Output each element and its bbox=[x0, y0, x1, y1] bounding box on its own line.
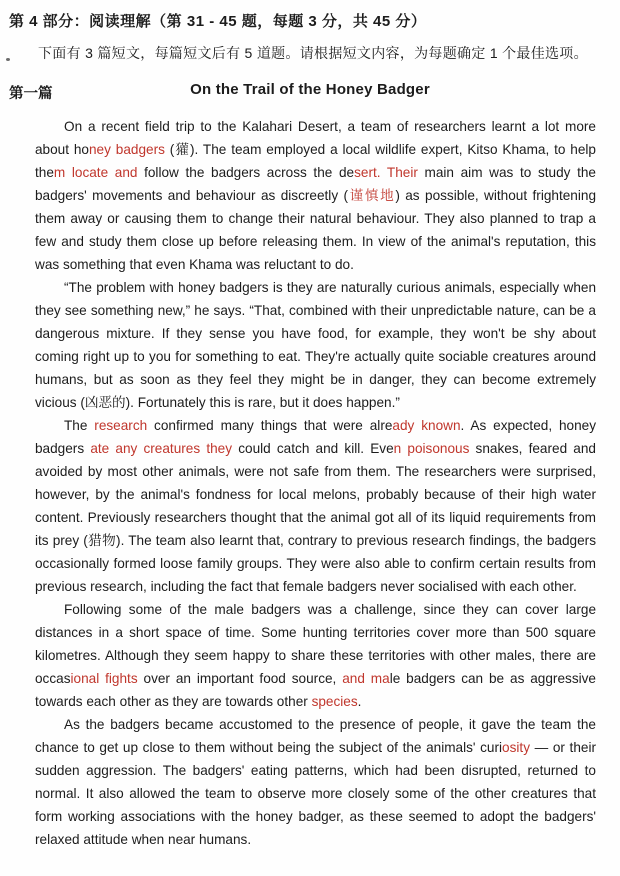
scan-red-text-segment: ional fights bbox=[70, 671, 138, 686]
passage-title-row bbox=[0, 81, 620, 101]
text-segment: ) as possible, without frightening them away or causing them to change their natural behaviour. They also planned to trap a few and study them close up before releasing them. In view of the animal's reputation, this was something that even Khama was reluctant to do. bbox=[35, 188, 597, 272]
passage-paragraph bbox=[35, 713, 596, 851]
scan-red-text-segment: ady known bbox=[392, 418, 461, 433]
scan-red-text-segment: osity bbox=[502, 740, 530, 755]
scan-red-text-segment: 谨慎地 bbox=[348, 188, 396, 203]
text-segment: le badgers can be as aggressive towards each other as they are towards other bbox=[35, 671, 596, 709]
text-segment: follow the badgers across the de bbox=[137, 165, 355, 180]
passage-paragraph bbox=[35, 414, 596, 598]
scan-red-text-segment: sert. Their bbox=[354, 165, 418, 180]
scan-red-text-segment: n poisonous bbox=[393, 441, 470, 456]
text-segment: . As expected, honey badgers bbox=[35, 418, 596, 456]
text-segment: main aim was to study the badgers' movements and behaviour as discreetly ( bbox=[35, 165, 596, 203]
text-segment: “The problem with honey badgers is they are naturally curious animals, especially when they see something new,” he says. “That, combined with their unpredictable nature, can be a dangerous mixture. If they sense you have food, for example, they won't be shy about coming right up to you for something to eat. They're actually quite sociable creatures around humans, but as soon as they feel they might be in danger, they can become extremely vicious (凶恶的). Fortunately this is rare, but it does happen.” bbox=[35, 280, 596, 410]
section-header: 第 4 部分：阅读理解（第 31 - 45 题，每题 3 分，共 45 分） bbox=[9, 13, 427, 30]
text-segment: (獾). The team employed a local wildlife expert, Kitso Khama, to help the bbox=[35, 142, 596, 180]
text-segment: The bbox=[64, 418, 95, 433]
passage-label: 第一篇 bbox=[9, 86, 53, 102]
passage-title: On the Trail of the Honey Badger bbox=[190, 81, 430, 98]
scan-artifact-dot bbox=[6, 58, 10, 61]
scan-red-text-segment: m locate and bbox=[53, 165, 138, 180]
text-segment: confirmed many things that were alre bbox=[147, 418, 393, 433]
passage-paragraph bbox=[35, 276, 596, 414]
passage-paragraph bbox=[35, 115, 596, 276]
text-segment: snakes, feared and avoided by most other animals, were not safe from them. The researchers were surprised, however, by the animal's fondness for local melons, probably because of their high water content. Previously researchers thought that the animal got all of its liquid requirements from its prey (猎物). The team also learnt that, contrary to previous research findings, the badgers occasionally formed loose family groups. They were also able to confirm certain results from previous research, including the fact that female badgers never socialised with each other. bbox=[35, 441, 596, 594]
text-segment: — or their sudden aggression. The badgers' eating patterns, which had been disrupted, returned to normal. It also allowed the team to observe more closely some of the other creatures that form working associations with the honey badger, as these seemed to adopt the badgers' relaxed attitude when near humans. bbox=[35, 740, 596, 847]
passage-paragraph bbox=[35, 598, 596, 713]
scan-red-text-segment: and ma bbox=[342, 671, 390, 686]
scan-red-text-segment: species bbox=[311, 694, 358, 709]
text-segment: Following some of the male badgers was a challenge, since they can cover large distances in a short space of time. Some hunting territories cover more than 500 square kilometres. Although they seem happy to share these territories with other males, there are occas bbox=[35, 602, 596, 686]
passage-body bbox=[35, 115, 596, 851]
text-segment: On a recent field trip to the Kalahari Desert, a team of researchers learnt a lot more about ho bbox=[35, 119, 596, 157]
text-segment: As the badgers became accustomed to the presence of people, it gave the team the chance to get up close to them without being the subject of the animals' curi bbox=[35, 717, 596, 755]
text-segment: . bbox=[357, 694, 362, 709]
scan-red-text-segment: ate any creatures they bbox=[90, 441, 233, 456]
scan-red-text-segment: ney badgers bbox=[89, 142, 165, 157]
text-segment: over an important food source, bbox=[137, 671, 343, 686]
scan-red-text-segment: research bbox=[94, 418, 148, 433]
text-segment: could catch and kill. Eve bbox=[232, 441, 394, 456]
section-instruction: 下面有 3 篇短文，每篇短文后有 5 道题。请根据短文内容，为每题确定 1 个最佳选项。 bbox=[38, 45, 588, 61]
